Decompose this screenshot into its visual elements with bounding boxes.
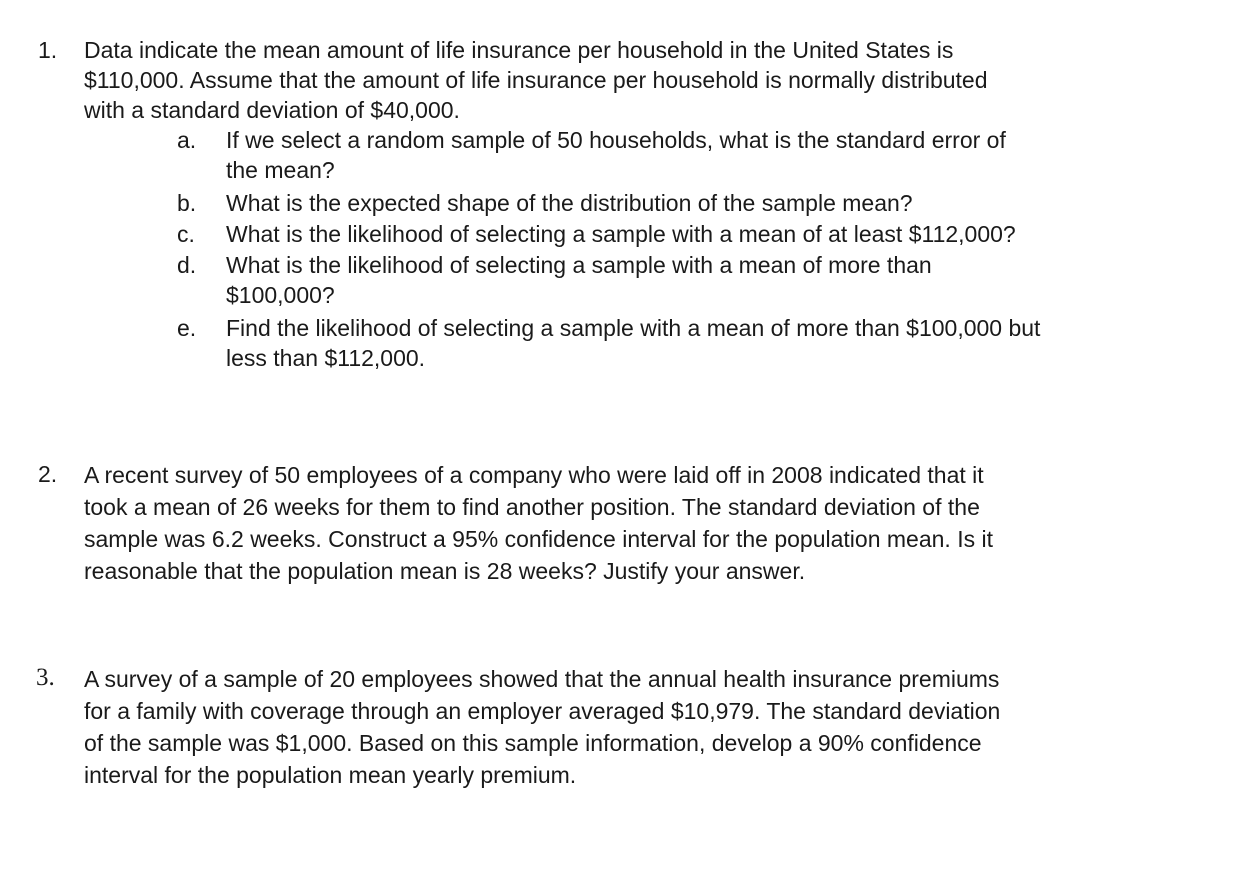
- question-2-line-4: reasonable that the population mean is 28 weeks? Justify your answer.: [84, 558, 806, 584]
- part-a-line-1: If we select a random sample of 50 households, what is the standard error of: [226, 127, 1006, 153]
- question-3-line-3: of the sample was $1,000. Based on this sample information, develop a 90% confidence: [84, 730, 982, 756]
- part-c-text: [226, 219, 1216, 249]
- question-1-line-3: with a standard deviation of $40,000.: [84, 97, 460, 123]
- question-2-text: [84, 459, 1164, 587]
- question-3-line-4: interval for the population mean yearly premium.: [84, 762, 577, 788]
- part-d-text: [226, 250, 1216, 310]
- question-1-line-1: Data indicate the mean amount of life insurance per household in the United States is: [84, 37, 954, 63]
- question-2-number: 2.: [38, 461, 58, 487]
- question-1-text: [84, 35, 1164, 125]
- question-3-line-2: for a family with coverage through an employer averaged $10,979. The standard deviation: [84, 698, 1001, 724]
- part-b-line-1: What is the expected shape of the distribution of the sample mean?: [226, 190, 913, 216]
- part-d-line-2: $100,000?: [226, 282, 335, 308]
- part-d-line-1: What is the likelihood of selecting a sample with a mean of more than: [226, 252, 932, 278]
- question-2-line-2: took a mean of 26 weeks for them to find another position. The standard deviation of the: [84, 494, 980, 520]
- part-d-letter: d.: [177, 252, 197, 278]
- question-1-line-2: $110,000. Assume that the amount of life insurance per household is normally distributed: [84, 67, 988, 93]
- part-c-line-1: What is the likelihood of selecting a sample with a mean of at least $112,000?: [226, 221, 1016, 247]
- question-3-line-1: A survey of a sample of 20 employees showed that the annual health insurance premiums: [84, 666, 1000, 692]
- part-c-letter: c.: [177, 221, 195, 247]
- part-a-letter: a.: [177, 127, 197, 153]
- part-b-letter: b.: [177, 190, 197, 216]
- question-2-line-1: A recent survey of 50 employees of a company who were laid off in 2008 indicated that it: [84, 462, 984, 488]
- question-3-text: [84, 663, 1164, 791]
- part-e-line-2: less than $112,000.: [226, 345, 426, 371]
- question-3-number: 3.: [36, 664, 55, 691]
- question-2-line-3: sample was 6.2 weeks. Construct a 95% confidence interval for the population mean. Is it: [84, 526, 993, 552]
- part-e-letter: e.: [177, 315, 197, 341]
- part-a-line-2: the mean?: [226, 157, 335, 183]
- part-e-text: [226, 313, 1216, 373]
- part-a-text: [226, 125, 1216, 185]
- part-e-line-1: Find the likelihood of selecting a sample with a mean of more than $100,000 but: [226, 315, 1041, 341]
- part-b-text: [226, 188, 1216, 218]
- question-1-number: 1.: [38, 37, 58, 63]
